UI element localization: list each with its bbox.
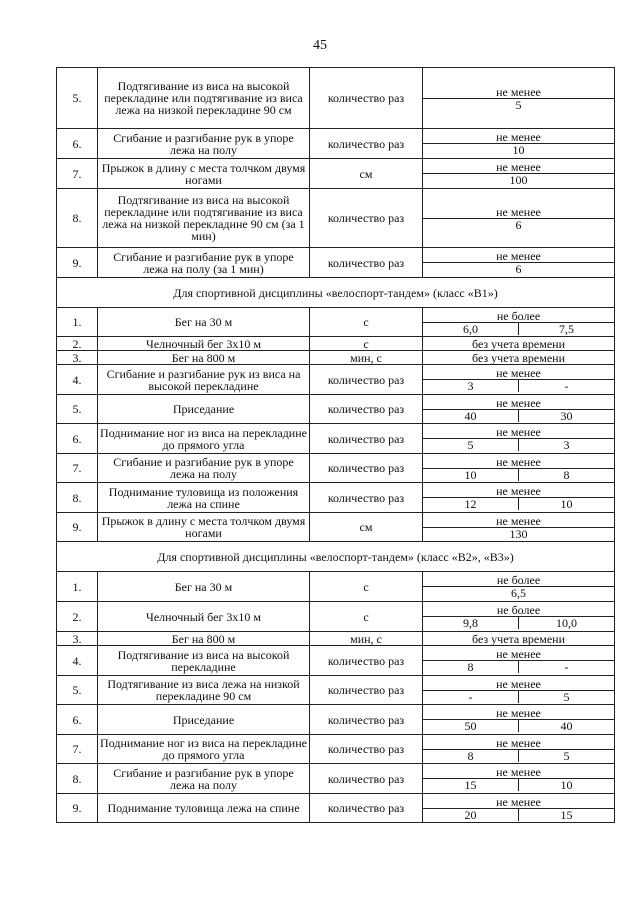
table-row [57, 646, 615, 676]
norm-cell [423, 483, 615, 513]
norm-value: 8 [423, 661, 519, 674]
norm-subtable [423, 206, 614, 231]
unit-cell: количество раз [310, 483, 423, 513]
unit-cell: количество раз [310, 454, 423, 483]
norm-cell [423, 351, 615, 365]
row-number: 9. [57, 248, 98, 278]
norm-cell [423, 248, 615, 278]
row-number: 5. [57, 395, 98, 424]
norm-cell [423, 513, 615, 542]
norm-value: 10 [560, 778, 573, 791]
norm-subtable [423, 397, 614, 422]
unit-cell: количество раз [310, 764, 423, 794]
norm-value: 5 [423, 439, 519, 452]
norm-header: не менее [423, 250, 614, 263]
norm-subtable [423, 310, 614, 335]
norm-subtable [423, 515, 614, 540]
unit-cell: количество раз [310, 395, 423, 424]
table-row [57, 513, 615, 542]
norm-header: не менее [423, 678, 614, 691]
table-row [57, 764, 615, 794]
norm-value: - [564, 660, 569, 673]
section-row [57, 542, 615, 572]
test-name: Поднимание ног из виса на перекладине до прямого угла [98, 424, 310, 454]
test-name: Сгибание и разгибание рук в упоре лежа на полу [98, 129, 310, 159]
table-row [57, 395, 615, 424]
standards-table [56, 67, 615, 823]
unit-cell: см [310, 513, 423, 542]
test-name: Бег на 800 м [98, 351, 310, 365]
unit-cell: см [310, 159, 423, 189]
unit-cell: с [310, 602, 423, 632]
norm-header: не менее [423, 426, 614, 439]
norm-value: 100 [509, 173, 528, 186]
norm-subtable [423, 426, 614, 451]
norm-cell [423, 764, 615, 794]
norm-value: 40 [423, 409, 519, 422]
norm-header: не менее [423, 397, 614, 410]
norm-subtable [423, 766, 614, 791]
norm-value: - [423, 690, 519, 703]
table-row [57, 705, 615, 735]
norm-header: без учета времени [472, 631, 565, 646]
norm-cell [423, 395, 615, 424]
norm-value: 5 [563, 749, 570, 762]
norm-subtable [423, 604, 614, 629]
norm-header: не менее [423, 766, 614, 779]
test-name: Поднимание туловища из положения лежа на спине [98, 483, 310, 513]
row-number: 2. [57, 337, 98, 351]
norm-subtable [423, 678, 614, 703]
test-name: Подтягивание из виса на высокой перекладине или подтягивание из виса лежа на низкой перекладине 90 см (за 1 мин) [98, 189, 310, 248]
norm-subtable [423, 648, 614, 673]
table-row [57, 248, 615, 278]
table-row [57, 308, 615, 337]
row-number: 5. [57, 676, 98, 705]
norm-header: не менее [423, 515, 614, 528]
unit-cell: количество раз [310, 676, 423, 705]
unit-cell: мин, с [310, 632, 423, 646]
unit-cell: количество раз [310, 646, 423, 676]
row-number: 3. [57, 632, 98, 646]
test-name: Прыжок в длину с места толчком двумя ногами [98, 159, 310, 189]
norm-value: 12 [423, 498, 519, 511]
norm-cell [423, 189, 615, 248]
row-number: 1. [57, 308, 98, 337]
norm-value: 10,0 [556, 616, 577, 629]
norm-cell [423, 308, 615, 337]
unit-cell: количество раз [310, 424, 423, 454]
norm-value: 7,5 [559, 322, 574, 335]
test-name: Челночный бег 3х10 м [98, 602, 310, 632]
norm-cell [423, 794, 615, 823]
row-number: 4. [57, 646, 98, 676]
norm-value: 3 [563, 438, 570, 451]
test-name: Челночный бег 3х10 м [98, 337, 310, 351]
row-number: 8. [57, 189, 98, 248]
row-number: 1. [57, 572, 98, 602]
norm-cell [423, 646, 615, 676]
row-number: 7. [57, 159, 98, 189]
test-name: Подтягивание из виса лежа на низкой перекладине 90 см [98, 676, 310, 705]
norm-header: не более [423, 310, 614, 323]
test-name: Приседание [98, 705, 310, 735]
table-row [57, 632, 615, 646]
test-name: Подтягивание из виса на высокой перекладине [98, 646, 310, 676]
norm-subtable [423, 796, 614, 821]
norm-cell [423, 424, 615, 454]
norm-value: 30 [560, 409, 573, 422]
table-row [57, 483, 615, 513]
norm-cell [423, 454, 615, 483]
norm-cell [423, 337, 615, 351]
row-number: 4. [57, 365, 98, 395]
test-name: Приседание [98, 395, 310, 424]
norm-header: не менее [423, 161, 614, 174]
norm-header: не менее [423, 485, 614, 498]
norm-header: не менее [423, 796, 614, 809]
table-row [57, 794, 615, 823]
norm-value: 15 [423, 779, 519, 792]
norm-value: 3 [423, 380, 519, 393]
table-row [57, 68, 615, 129]
unit-cell: с [310, 337, 423, 351]
row-number: 5. [57, 68, 98, 129]
norm-header: не более [423, 604, 614, 617]
row-number: 3. [57, 351, 98, 365]
norm-value: 10 [423, 468, 519, 481]
unit-cell: мин, с [310, 351, 423, 365]
table-row [57, 189, 615, 248]
section-heading: Для спортивной дисциплины «велоспорт-тандем» (класс «B1») [57, 278, 615, 308]
norm-header: не менее [423, 86, 614, 99]
norm-value: 6,5 [511, 586, 526, 599]
unit-cell: количество раз [310, 735, 423, 764]
test-name: Бег на 30 м [98, 308, 310, 337]
unit-cell: количество раз [310, 129, 423, 159]
norm-subtable [423, 707, 614, 732]
unit-cell: количество раз [310, 705, 423, 735]
norm-subtable [423, 485, 614, 510]
test-name: Прыжок в длину с места толчком двумя ногами [98, 513, 310, 542]
row-number: 9. [57, 513, 98, 542]
norm-value: 6 [515, 262, 522, 275]
norm-header: без учета времени [472, 336, 565, 351]
norm-value: 8 [563, 468, 570, 481]
unit-cell: с [310, 308, 423, 337]
norm-value: 50 [423, 720, 519, 733]
section-row [57, 278, 615, 308]
test-name: Сгибание и разгибание рук в упоре лежа на полу [98, 454, 310, 483]
norm-value: 9,8 [423, 617, 519, 630]
norm-value: 5 [515, 98, 522, 111]
norm-cell [423, 365, 615, 395]
norm-value: 6 [515, 218, 522, 231]
row-number: 8. [57, 483, 98, 513]
norm-value: 130 [509, 527, 528, 540]
test-name: Бег на 30 м [98, 572, 310, 602]
norm-subtable [423, 86, 614, 111]
row-number: 2. [57, 602, 98, 632]
norm-header: не менее [423, 206, 614, 219]
test-name: Сгибание и разгибание рук из виса на высокой перекладине [98, 365, 310, 395]
norm-value: 10 [512, 143, 525, 156]
test-name: Сгибание и разгибание рук в упоре лежа на полу [98, 764, 310, 794]
norm-header: без учета времени [472, 350, 565, 365]
table-row [57, 735, 615, 764]
table-row [57, 337, 615, 351]
test-name: Поднимание туловища лежа на спине [98, 794, 310, 823]
norm-cell [423, 676, 615, 705]
row-number: 7. [57, 454, 98, 483]
table-row [57, 676, 615, 705]
table-row [57, 572, 615, 602]
unit-cell: количество раз [310, 248, 423, 278]
table-row [57, 365, 615, 395]
norm-value: 10 [560, 497, 573, 510]
section-heading: Для спортивной дисциплины «велоспорт-тандем» (класс «B2», «B3») [57, 542, 615, 572]
norm-subtable [423, 737, 614, 762]
row-number: 6. [57, 424, 98, 454]
norm-cell [423, 632, 615, 646]
norm-subtable [423, 131, 614, 156]
test-name: Сгибание и разгибание рук в упоре лежа на полу (за 1 мин) [98, 248, 310, 278]
page-number: 45 [313, 38, 327, 53]
norm-subtable [423, 161, 614, 186]
table-row [57, 424, 615, 454]
norm-subtable [423, 367, 614, 392]
norm-value: 15 [560, 808, 573, 821]
unit-cell: количество раз [310, 189, 423, 248]
norm-cell [423, 705, 615, 735]
norm-cell [423, 129, 615, 159]
row-number: 9. [57, 794, 98, 823]
norm-value: 5 [563, 690, 570, 703]
table-row [57, 351, 615, 365]
norm-cell [423, 735, 615, 764]
unit-cell: количество раз [310, 794, 423, 823]
norm-subtable [423, 456, 614, 481]
test-name: Подтягивание из виса на высокой перекладине или подтягивание из виса лежа на низкой перекладине 90 см [98, 68, 310, 129]
test-name: Поднимание ног из виса на перекладине до прямого угла [98, 735, 310, 764]
row-number: 6. [57, 705, 98, 735]
unit-cell: количество раз [310, 68, 423, 129]
norm-cell [423, 159, 615, 189]
norm-value: 40 [560, 719, 573, 732]
row-number: 8. [57, 764, 98, 794]
norm-header: не менее [423, 707, 614, 720]
row-number: 7. [57, 735, 98, 764]
norm-cell [423, 68, 615, 129]
norm-value: 6,0 [423, 322, 519, 335]
norm-subtable [423, 250, 614, 275]
table-row [57, 159, 615, 189]
norm-header: не менее [423, 131, 614, 144]
norm-subtable [423, 574, 614, 599]
norm-header: не менее [423, 648, 614, 661]
unit-cell: с [310, 572, 423, 602]
norm-header: не менее [423, 367, 614, 380]
norm-cell [423, 602, 615, 632]
norm-value: 20 [423, 808, 519, 821]
norm-header: не более [423, 574, 614, 587]
norm-cell [423, 572, 615, 602]
unit-cell: количество раз [310, 365, 423, 395]
table-row [57, 454, 615, 483]
norm-header: не менее [423, 737, 614, 750]
table-row [57, 602, 615, 632]
test-name: Бег на 800 м [98, 632, 310, 646]
row-number: 6. [57, 129, 98, 159]
norm-value: - [564, 379, 569, 392]
norm-value: 8 [423, 749, 519, 762]
table-row [57, 129, 615, 159]
norm-header: не менее [423, 456, 614, 469]
